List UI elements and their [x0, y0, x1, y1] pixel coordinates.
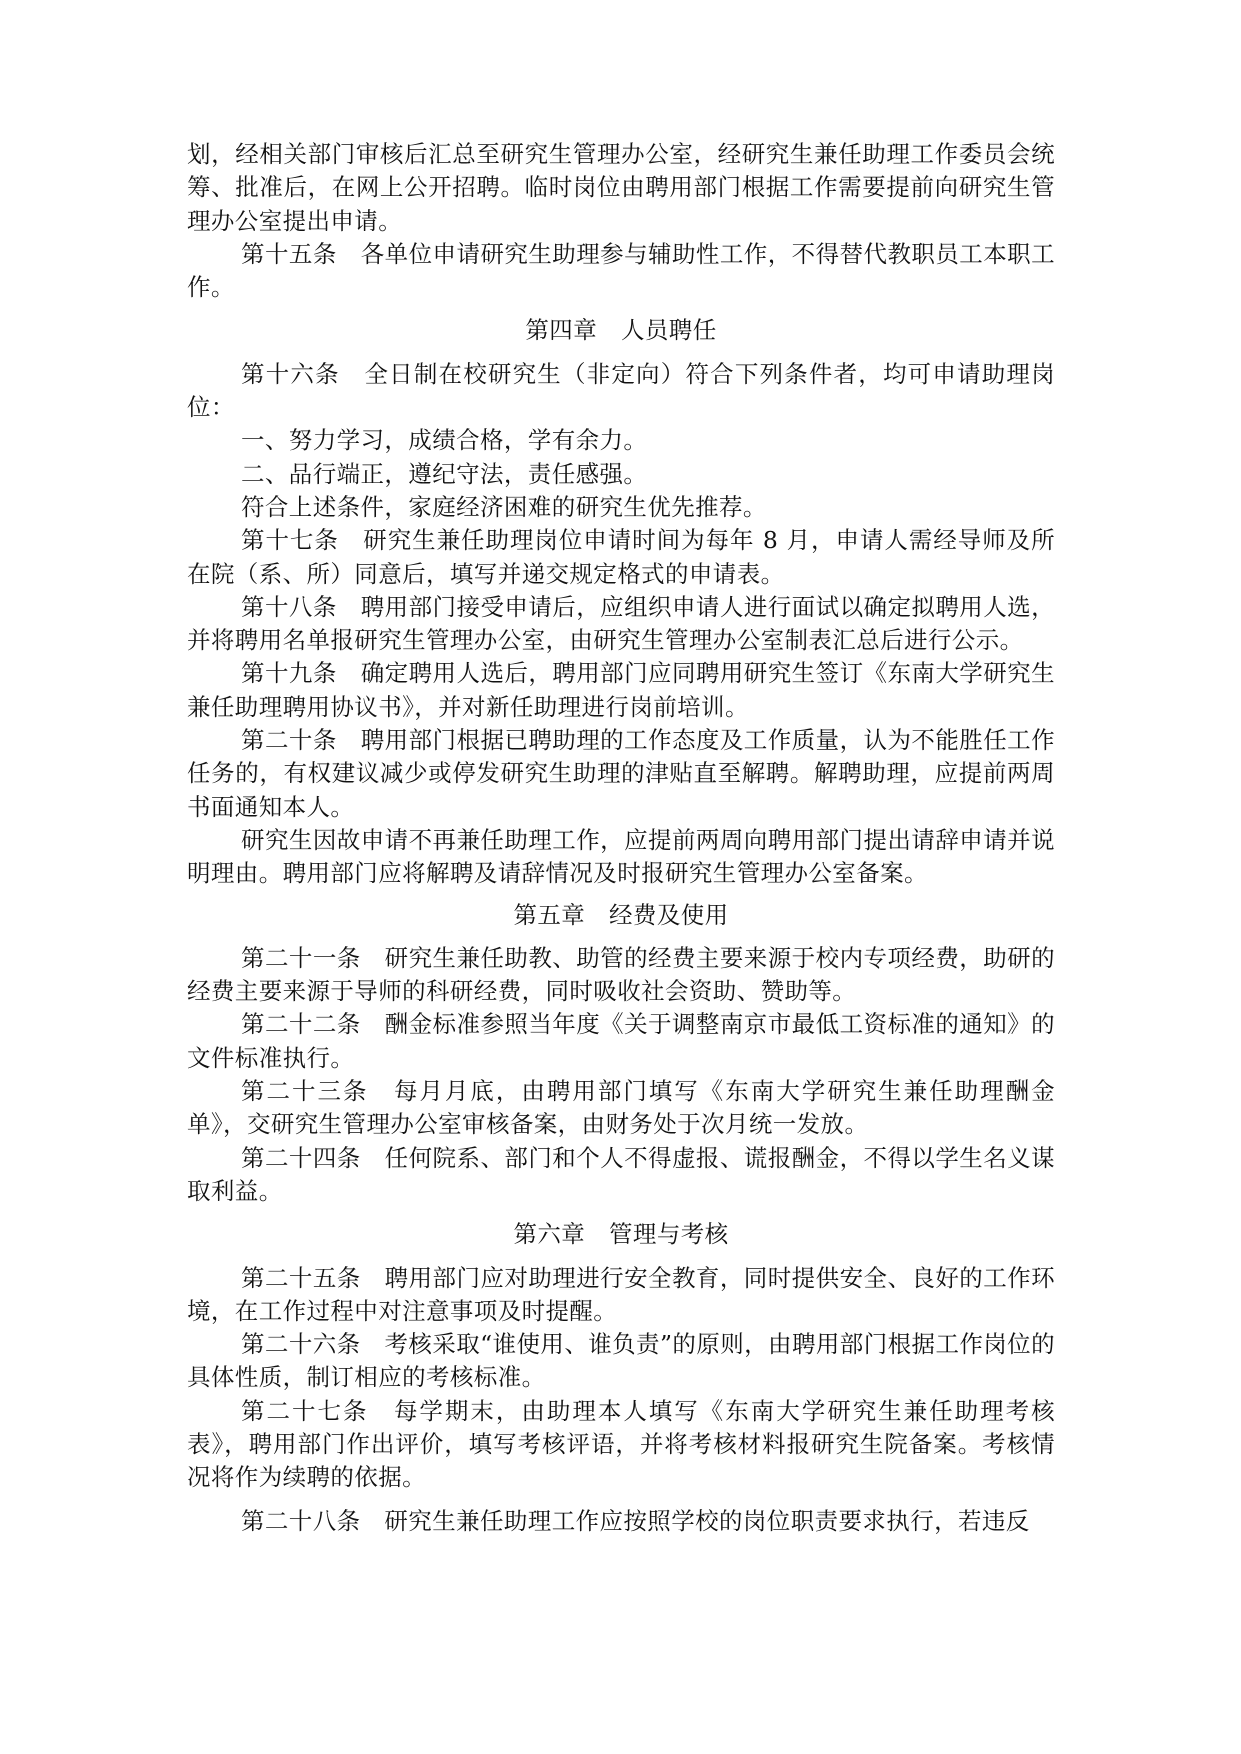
- article-text: 考核采取“谁使用、谁负责”的原则，由聘用部门根据工作岗位的具体性质，制订相应的考核标准。: [187, 1330, 1055, 1392]
- article-label: 第二十五条: [241, 1263, 361, 1292]
- article-label: 第二十二条: [241, 1010, 361, 1039]
- article-label: 第十八条: [241, 592, 337, 621]
- article-label: 第十六条: [241, 359, 340, 388]
- article-label: 第二十三条: [241, 1077, 369, 1106]
- chapter-heading-6: 第六章 管理与考核: [513, 1220, 729, 1249]
- article-label: 第二十条: [241, 726, 337, 755]
- document-page: [187, 138, 1055, 1538]
- article-text: 任何院系、部门和个人不得虚报、谎报酬金，不得以学生名义谋取利益。: [187, 1143, 1056, 1205]
- chapter-heading-5: 第五章 经费及使用: [513, 900, 729, 929]
- article-text: 研究生兼任助理岗位申请时间为每年 8 月，申请人需经导师及所在院（系、所）同意后，填写并递交规定格式的申请表。: [187, 526, 1055, 588]
- article-20: [187, 724, 1055, 824]
- list-item: 二、品行端正，遵纪守法，责任感强。: [241, 459, 648, 488]
- article-text: 研究生兼任助教、助管的经费主要来源于校内专项经费，助研的经费主要来源于导师的科研经费，同时吸收社会资助、赞助等。: [187, 943, 1056, 1006]
- article-text: 每月月底，由聘用部门填写《东南大学研究生兼任助理酬金单》，交研究生管理办公室审核备案，由财务处于次月统一发放。: [187, 1077, 1056, 1139]
- paragraph-continuation: 划，经相关部门审核后汇总至研究生管理办公室，经研究生兼任助理工作委员会统筹、批准后，在网上公开招聘。临时岗位由聘用部门根据工作需要提前向研究生管理办公室提出申请。: [187, 140, 1055, 235]
- article-22: [187, 1008, 1055, 1075]
- article-21: [187, 942, 1055, 1009]
- article-28: [187, 1505, 1055, 1538]
- article-25: [187, 1262, 1055, 1329]
- article-label: 第十五条: [241, 239, 337, 268]
- article-23: [187, 1075, 1055, 1142]
- article-19: [187, 657, 1055, 724]
- article-note: 符合上述条件，家庭经济困难的研究生优先推荐。: [241, 492, 767, 521]
- article-text: 研究生兼任助理工作应按照学校的岗位职责要求执行，若违反: [384, 1506, 1030, 1535]
- list-item: 一、努力学习，成绩合格，学有余力。: [241, 426, 648, 455]
- article-text: 全日制在校研究生（非定向）符合下列条件者，均可申请助理岗位：: [187, 359, 1055, 422]
- article-24: [187, 1142, 1055, 1209]
- article-16: [187, 358, 1055, 425]
- article-label: 第二十一条: [241, 943, 361, 972]
- article-text: 酬金标准参照当年度《关于调整南京市最低工资标准的通知》的文件标准执行。: [187, 1010, 1056, 1072]
- article-label: 第十九条: [241, 659, 337, 688]
- article-text: 聘用部门接受申请后，应组织申请人进行面试以确定拟聘用人选，并将聘用名单报研究生管理办公室，由研究生管理办公室制表汇总后进行公示。: [187, 592, 1055, 655]
- article-27: [187, 1395, 1055, 1495]
- article-text: 每学期末，由助理本人填写《东南大学研究生兼任助理考核表》，聘用部门作出评价，填写考核评语，并将考核材料报研究生院备案。考核情况将作为续聘的依据。: [187, 1396, 1056, 1492]
- article-note: 研究生因故申请不再兼任助理工作，应提前两周向聘用部门提出请辞申请并说明理由。聘用部门应将解聘及请辞情况及时报研究生管理办公室备案。: [187, 825, 1055, 888]
- article-text: 各单位申请研究生助理参与辅助性工作，不得替代教职员工本职工作。: [187, 239, 1055, 302]
- article-label: 第十七条: [241, 526, 339, 555]
- article-label: 第二十四条: [241, 1143, 361, 1172]
- article-18: [187, 591, 1055, 658]
- chapter-heading-4: 第四章 人员聘任: [525, 316, 717, 345]
- article-text: 确定聘用人选后，聘用部门应同聘用研究生签订《东南大学研究生兼任助理聘用协议书》，并对新任助理进行岗前培训。: [187, 659, 1055, 721]
- article-26: [187, 1328, 1055, 1395]
- article-label: 第二十八条: [241, 1506, 361, 1535]
- article-label: 第二十七条: [241, 1396, 369, 1425]
- article-label: 第二十六条: [241, 1330, 361, 1359]
- article-15: [187, 238, 1055, 305]
- article-text: 聘用部门根据已聘助理的工作态度及工作质量，认为不能胜任工作任务的，有权建议减少或停发研究生助理的津贴直至解聘。解聘助理，应提前两周书面通知本人。: [187, 726, 1055, 821]
- article-17: [187, 524, 1055, 591]
- article-text: 聘用部门应对助理进行安全教育，同时提供安全、良好的工作环境，在工作过程中对注意事项及时提醒。: [187, 1263, 1056, 1325]
